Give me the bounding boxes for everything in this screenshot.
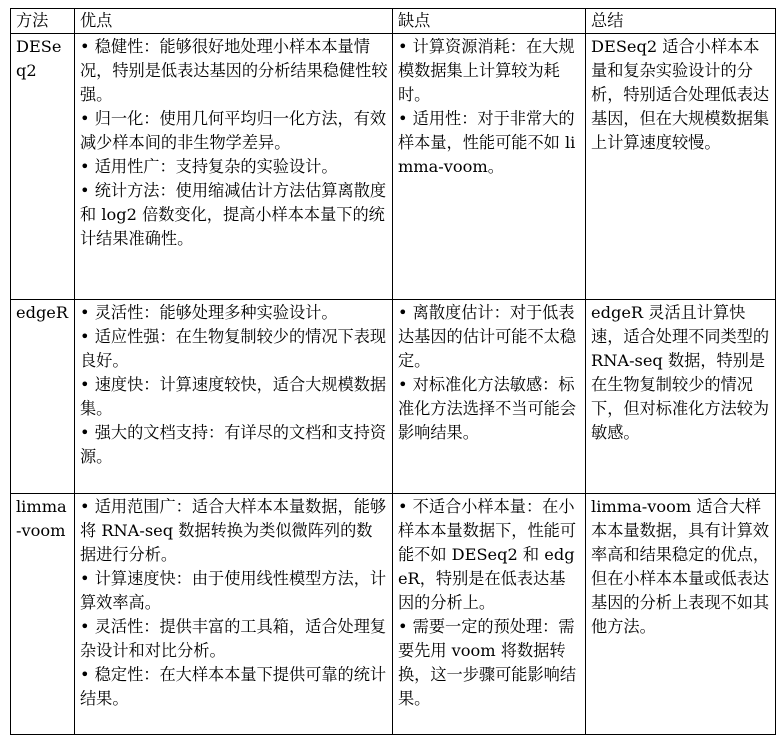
pros-item: • 灵活性：提供丰富的工具箱，适合处理复杂设计和对比分析。 <box>80 617 387 660</box>
pros-item: • 适用范围广：适合大样本本量数据，能够将 RNA-seq 数据转换为类似微阵列的数据进行分析。 <box>80 497 387 564</box>
method-cell: DESeq2 <box>11 34 75 300</box>
pros-item: • 适应性强：在生物复制较少的情况下表现良好。 <box>80 327 387 370</box>
cons-cell <box>392 34 585 300</box>
table-row <box>11 494 776 735</box>
header-pros: 优点 <box>75 9 393 34</box>
pros-cell <box>75 34 393 300</box>
header-row <box>11 9 776 34</box>
pros-item: • 灵活性：能够处理多种实验设计。 <box>80 303 338 322</box>
summary-cell: DESeq2 适合小样本本量和复杂实验设计的分析，特别适合处理低表达基因，但在大规模数据集上计算速度较慢。 <box>586 34 776 300</box>
header-summary: 总结 <box>586 9 776 34</box>
header-method: 方法 <box>11 9 75 34</box>
method-cell: edgeR <box>11 300 75 494</box>
cons-item: • 适用性：对于非常大的样本量，性能可能不如 limma-voom。 <box>397 109 576 176</box>
header-cons: 缺点 <box>392 9 585 34</box>
cons-item: • 对标准化方法敏感：标准化方法选择不当可能会影响结果。 <box>397 375 577 442</box>
comparison-table <box>10 8 776 735</box>
summary-cell: limma-voom 适合大样本本量数据，具有计算效率高和结果稳定的优点，但在小样本本量或低表达基因的分析上表现不如其他方法。 <box>586 494 776 735</box>
pros-item: • 稳健性：能够很好地处理小样本本量情况，特别是低表达基因的分析结果稳健性较强。 <box>80 37 388 104</box>
pros-item: • 归一化：使用几何平均归一化方法，有效减少样本间的非生物学差异。 <box>80 109 387 152</box>
pros-item: • 稳定性：在大样本本量下提供可靠的统计结果。 <box>80 665 387 708</box>
table-row <box>11 34 776 300</box>
pros-item: • 统计方法：使用缩减估计方法估算离散度和 log2 倍数变化，提高小样本本量下的统计结果准确性。 <box>80 181 387 248</box>
cons-item: • 计算资源消耗：在大规模数据集上计算较为耗时。 <box>397 37 575 104</box>
pros-cell <box>75 300 393 494</box>
summary-cell: edgeR 灵活且计算快速，适合处理不同类型的 RNA-seq 数据，特别是在生物复制较少的情况下，但对标准化方法较为敏感。 <box>586 300 776 494</box>
cons-item: • 离散度估计：对于低表达基因的估计可能不太稳定。 <box>397 303 577 370</box>
cons-cell <box>392 300 585 494</box>
cons-cell <box>392 494 585 735</box>
cons-item: • 需要一定的预处理：需要先用 voom 将数据转换，这一步骤可能影响结果。 <box>397 617 577 708</box>
cons-item: • 不适合小样本量：在小样本本量数据下，性能可能不如 DESeq2 和 edgeR，特别是在低表达基因的分析上。 <box>397 497 577 612</box>
pros-item: • 计算速度快：由于使用线性模型方法，计算效率高。 <box>80 569 387 612</box>
pros-item: • 适用性广：支持复杂的实验设计。 <box>80 157 338 176</box>
table-row <box>11 300 776 494</box>
pros-cell <box>75 494 393 735</box>
pros-item: • 强大的文档支持：有详尽的文档和支持资源。 <box>80 423 387 466</box>
pros-item: • 速度快：计算速度较快，适合大规模数据集。 <box>80 375 387 418</box>
method-cell: limma-voom <box>11 494 75 735</box>
